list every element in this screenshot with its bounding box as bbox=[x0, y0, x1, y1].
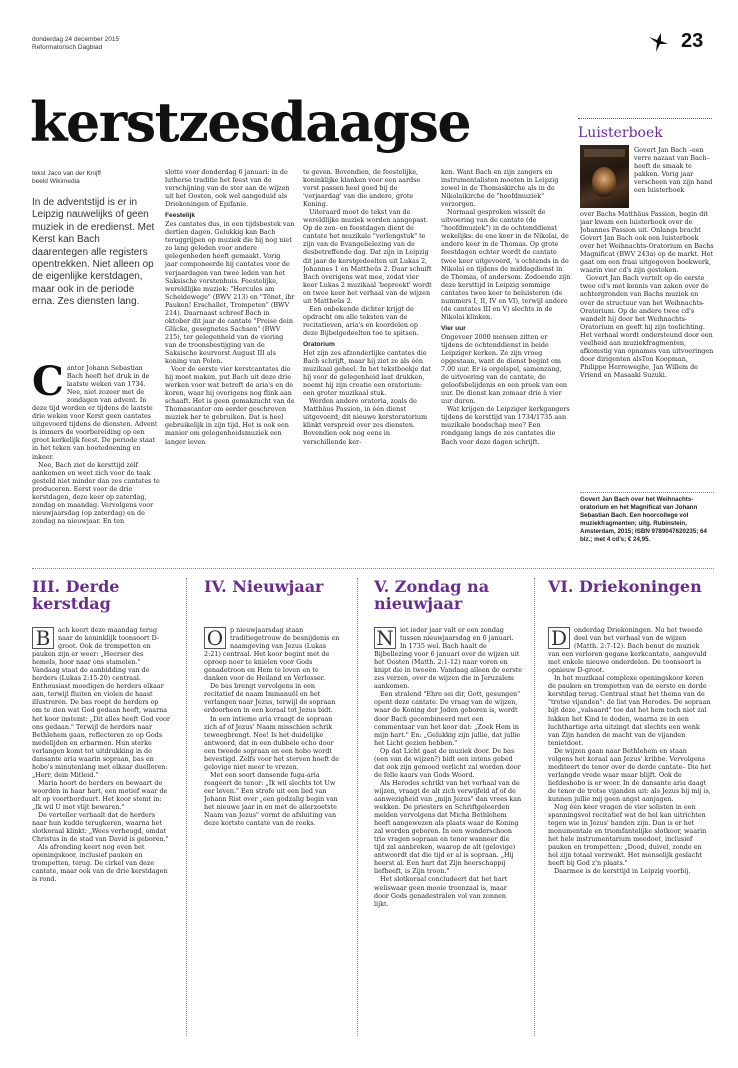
paragraph: onderdag Driekoningen. Nu het tweede deel van het verhaal van de wijzen (Matth. 2:7-12). Bach benut de muziek van een verloren gegane kerkcantate, aangevuld met enkele nieuwe onderdelen. De toonsoort is opnieuw D-groot. bbox=[548, 626, 707, 675]
paragraph: Werden andere oratoria, zoals de Matthäus Passion, in één dienst uitgevoerd, dit nieuwe kerstoratorium klinkt verspreid over zes diensten. Bovendien ook nog eens in verschillende ker- bbox=[303, 397, 428, 446]
article-column-3 bbox=[303, 168, 433, 564]
paragraph: over Bachs Matthäus Passion, begin dit jaar kwam een luisterboek over de Johannes Passion uit. Onlangs bracht Govert Jan Bach ook een luisterboek over het Weihnachts-Oratorium en Bachs Magnificat (BWV 243a) op de markt. Het gaat om een fraai uitgegeven boekwerk, waarin vier cd's zijn gestoken. bbox=[580, 210, 714, 275]
paragraph: De wijzen gaan naar Bethlehem en staan volgens het koraal aan Jezus' kribbe. Vervolgens mediteert de tenor over de derde cantate– Die het verlangde vrede waar maar blijft. Ook de liefdeshobo is er weer. In de dansante aria daagt de tenor de trotse vijanden uit: als Jezus bij mij is, kunnen jullie mij geen angst aanjagen. bbox=[548, 746, 712, 803]
paragraph: Het slotkoraal concludeert dat het hart weliswaar geen mooie troonzaal is, maar door Gods genadestralen vol van zonnen lijkt. bbox=[374, 875, 508, 908]
section-title-v: V. Zondag na nieuwjaar bbox=[374, 577, 490, 613]
paragraph: Nee, Bach ziet de kersttijd zélf aankomen en weet zich voor de taak gesteld niet minder dan zes cantates te produceren. Eerst voor de drie kerstdagen, deze keer op zaterdag, zondag en maandag. Vervolgens voor nieuwjaarsdag (op zaterdag) en de zondag na nieuwjaar. En ten bbox=[32, 460, 160, 525]
article-column-4 bbox=[441, 168, 571, 564]
drop-cap: C bbox=[32, 364, 64, 405]
drop-cap: D bbox=[548, 627, 570, 649]
paragraph: p nieuwjaarsdag staan traditiegetrouw de besnijdenis en naamgeving van Jezus (Lukas 2:21) centraal. Het koor begint met de oproep neer te knielen voor Gods genadetroon en Hem te loven en te danken voor de Heiland en Verlosser. bbox=[204, 626, 340, 683]
section-divider bbox=[32, 568, 714, 569]
album-cover-image bbox=[580, 145, 629, 208]
page-number: 23 bbox=[681, 30, 704, 52]
paragraph: ken. Want Bach en zijn zangers en instrumentalisten moeten in Leipzig zowel in de Thomaskirche als in de Nikolaikirche de "hoofdmuziek" verzorgen. bbox=[441, 168, 559, 209]
paragraph: Maria hoort de herders en bewaart de woorden in haar hart, een motief waar de alt op voortborduurt. Het koor stemt in: „Ik wil U met vlijt bewaren." bbox=[32, 778, 168, 812]
paragraph: Normaal gesproken wisselt de uitvoering van de cantate (de "hoofdmuziek") in de ochtenddienst wekelijks: de ene keer in de Nikolai, de andere keer in de Thomas. Op grote feestdagen echter wordt de cantate twee keer uitgevoerd, 's ochtends in de Nikolai en tijdens de middagdienst in de Thomas, of andersom. Zodoende zijn deze kersttijd in Leipzig sommige cantates twee keer te beluisteren (de nummers I, II, IV en VI), terwijl andere (de cantates III en V) slechts in de Nikolai klinken. bbox=[441, 208, 571, 321]
drop-cap: O bbox=[204, 627, 226, 649]
paragraph: te geven. Bovendien, de feestelijke, koninklijke klanken voor een aardse vorst passen heel goed bij de 'verjaardag' van die andere, grote Koning. bbox=[303, 168, 421, 209]
paragraph: In het muzikaal complexe openingskoor keren de pauken en trompetten van de eerste en derde kerstdag terug. Centraal staat het thema van de "trotse vijanden": de list van Herodes. De sopraan bijt deze „valsaard" toe dat het hem toch niet zal lukken het Kind te doden, waarna ze in een luchthartige aria uitzingt dat slechts een wenk van Zijn handen de macht van de vijanden tenietdoet. bbox=[548, 674, 711, 747]
paragraph: Zes cantates dus, in een tijdsbestek van dertien dagen. Gelukkig kan Bach teruggrijpen op muziek die hij nog niet zo lang geleden voor andere gelegenheden heeft gemaakt. Vorig jaar componeerde hij cantates voor de verjaardagen van twee leden van het Saksische vorstenhuis. Feestelijke, wereldlijke muziek: "Hercules am Scheidewege" (BWV 213) en "Tönet, ihr Pauken! Erschallet, Trompeten" (BWV 214). Daarnaast schreef Bach in oktober dit jaar de cantate "Preise dein Glücke, gesegnetes Sachsen" (BWV 215), ter gelegenheid van de viering van de troonsbestijging van de Saksische keurvorst August III als koning van Polen. bbox=[165, 220, 295, 366]
section-title-iv: IV. Nieuwjaar bbox=[204, 577, 324, 596]
cover-figure bbox=[592, 167, 616, 197]
sidebar-text-beside-cover bbox=[634, 146, 714, 206]
paragraph: Uiteraard moet de tekst van de wereldlijke muziek worden aangepast. Op de zon- en feestdagen dient de cantate het muzikale "verlengstuk" te zijn van de Evangelielezing van de desbetreffende dag. Dat zijn in Leipzig dit jaar de kerstgedeelten uit Lukas 2, Johannes 1 en Mattheüs 2. Daar schuift Bach overigens wat mee, zodat vier keer Lukas 2 muzikaal 'bepreekt' wordt en twee keer het verhaal van de wijzen uit Mattheüs 2. bbox=[303, 208, 432, 305]
column-divider bbox=[357, 578, 358, 1036]
paragraph: Op dat Licht gaat de muziek door. De bas (een van de wijzen?) bidt een intens gebed dat ook zijn gemoed verlicht zal worden door de felle kaars van Gods Woord. bbox=[374, 746, 521, 779]
paragraph: Govert Jan Bach vertelt op de eerste twee cd's met kennis van zaken over de achtergronden van Bachs muziek en over de structuur van het Weihnachts-Oratorium. Op de andere twee cd's wandelt hij door het Weihnachts-Oratorium en geeft hij zijn toelichting. Het verhaal wordt ondersteund door een veelheid aan muziekfragmenten, afkomstig van opnames van uitvoeringen door dirigenten alsTon Koopman, Philippe Herreweghe, Jan Willem de Vriend en Masaaki Suzuki. bbox=[580, 274, 714, 379]
section-body-v bbox=[374, 626, 522, 1032]
publication-date: donderdag 24 december 2015 bbox=[32, 36, 120, 43]
article-intro: In de adventstijd is er in Leipzig nauwelijks of geen muziek in de eredienst. Met Kerst kan Bach daarentegen alle registers opentrekken. Niet alleen op de eigenlijke kerstdagen, maar ook in de periode erna. Zes diensten lang. bbox=[32, 197, 155, 308]
subheading: Vier uur bbox=[441, 324, 466, 332]
sidebar-title: Luisterboek bbox=[578, 125, 663, 141]
column-divider bbox=[534, 578, 535, 1036]
paragraph: Voor de eerste vier kerstcantates die hij moet maken, put Bach uit deze drie werken voor wat betreft de aria's en de koren, waar hij overigens nog flink aan schaaft. Het is geen gemakzucht van de Thomascantor om eerder geschreven muziek her te gebruiken. Dat is heel gebruikelijk in zijn tijd. Het is ook een manier om gelegenheidsmuziek een langer leven bbox=[165, 365, 295, 446]
page-header-meta bbox=[32, 36, 119, 52]
paragraph: In een intieme aria vraagt de sopraan zich af of Jezus' Naam misschien schrik teweegbrengt. Nee! Is het duidelijke antwoord, dat in een dubbele echo door een tweede sopraan en een hobo wordt bevestigd. Zelfs voor het sterven hoeft de gelovige niet meer te vrezen. bbox=[204, 714, 340, 771]
section-body-vi bbox=[548, 626, 712, 1032]
paragraph: antor Johann Sebastian Bach heeft het druk in de laatste weken van 1734. Nee, niet zozeer met de zondagen van advent. In deze tijd worden er tijdens de laatste drie weken voor Kerst geen cantates uitgevoerd tijdens de diensten. Advent is immers de voorbereiding op een groot kerkelijk feest. De periode staat in het teken van boetedoening en inkeer. bbox=[32, 364, 158, 461]
sidebar-divider bbox=[580, 492, 714, 493]
paragraph: Het zijn zes afzonderlijke cantates die Bach schrijft, maar hij ziet ze als één muzikaal geheel. In het tekstboekje dat hij voor de gelegenheid laat drukken, noemt hij zijn creatie een oratorium: een groter muzikaal stuk. bbox=[303, 348, 431, 398]
book-info: Govert Jan Bach over het Weihnachts-oratorium en het Magnificat van Johann Sebastian Bach. Een hoorcollege vol muziekfragmenten; uitg. Rubinstein, Amsterdam, 2015; ISBN 9789047620235; 64 blz.; met 4 cd's; € 24,95. bbox=[580, 496, 707, 543]
paragraph: iet ieder jaar valt er een zondag tussen nieuwjaarsdag en 6 januari. In 1735 wel. Bach haalt de Bijbellezing voor 6 januari over de wijzen uit het Oosten (Matth. 2:1-12) naar voren en knipt die in tweeën. Vandaag alleen de eerste zes verzen, over de wijzen die in Jeruzalem aankomen. bbox=[374, 626, 522, 691]
section-body-iv bbox=[204, 626, 342, 1032]
publication-name: Reformatorisch Dagblad bbox=[32, 44, 103, 51]
sidebar-body bbox=[580, 210, 714, 490]
paragraph: ach keert deze maandag terug naar de koninklijk toonsoort D-groot. Ook de trompetten en pauken zijn er weer: „Heerser des hemels, hoor naar ons stamelen." Vandaag staat de aanbidding van de herders (Lukas 2:15-20) centraal. Enthousiast moedigen de herders elkaar aan, terwijl fluiten en violen de haast illustreren. De bas roept de herders op om te zien wat God gedaan heeft, waarna het koor instemt: „Dit alles heeft God voor ons gedaan." Terwijl de herders naar Bethlehem gaan, reflecteren ze op Gods medelijden en erbarmen. Hun sterke verlangen komt tot uitdrukking in de dansante aria waarin sopraan, bas en hobo's minutenlang met elkaar duelleren: „Herr, dein Mitleid." bbox=[32, 626, 170, 779]
column-divider bbox=[186, 578, 187, 1036]
article-column-1 bbox=[32, 364, 160, 564]
article-credits bbox=[32, 170, 101, 186]
paragraph: Met een soort dansende fuga-aria reageert de tenor: „Ik wil slechts tot Uw eer leven." Een strofe uit een lied van Johann Rist over „een godzalig begin van het nieuwe jaar in en met de allerzoetste Naam van Jezus" vormt de afsluiting van deze kortste cantate van de reeks. bbox=[204, 770, 338, 828]
section-title-iii: III. Derde kerstdag bbox=[32, 577, 120, 613]
cover-title-band bbox=[584, 149, 625, 157]
drop-cap: B bbox=[32, 627, 54, 649]
paragraph: Wat krijgen de Leipziger kerkgangers tijdens de kersttijd van 1734/1735 aan muzikale boodschap mee? Een rondgang langs de zes cantates die Bach voor deze dagen schrijft. bbox=[441, 405, 570, 446]
paragraph: Als Herodes schrikt van het verhaal van de wijzen, vraagt de alt zich verwijfeld af of de aanwezigheid van „mijn Jezus" dan vrees kan wekken. De priesters en Schriftgeleerden melden vervolgens dat Micha Bethlehem heeft aangewezen als plaats waar de Koning zal worden geboren. In een wonderschoon trio vragen sopraan en tenor wanneer die tijd zal aanbreken, waarop de alt (gelovige) antwoordt dat die tijd er al is sopraan. „Hij heerst al. Een hart dat Zijn heerschappij liefheeft, is Zijn troon." bbox=[374, 778, 522, 876]
paragraph: Nog één keer vragen de vier solisten in een spanningsvol recitatief wat de hel kan uitrichten tegen wie in Jezus' handen zijn. Dan is er het monumentale en triomfantelijke slotkoor, waarin het hele instrumentarium meedoet, inclusief pauken en trompetten: „Dood, duivel, zonde en hel zijn totaal verzwakt. Het menselijk geslacht heeft bij God z'n plaats." bbox=[548, 803, 707, 868]
subheading: Oratorium bbox=[303, 340, 335, 348]
article-column-2 bbox=[165, 168, 295, 564]
paragraph: slotte voor donderdag 6 januari: in de lutherse traditie het feest van de verschijning van de ster aan de wijzen uit het Oosten, ook wel aangeduid als Driekoningen of Epifanie. bbox=[165, 168, 290, 209]
paragraph: Govert Jan Bach –een verre nazaat van Bach– heeft de smaak te pakken. Vorig jaar verscheen van zijn hand een luisterboek bbox=[634, 146, 713, 195]
paragraph: Een stralend "Ehre sei dir, Gott, gesungen" opent deze cantate. De vraag van de wijzen, waar de Koning der Joden geboren is, wordt door Bach gecombineerd met een commentaar van het koor dat: „Zoek Hem in mijn hart." En: „Gelukkig zijn jullie, dat jullie het Licht gezien hebben." bbox=[374, 690, 521, 747]
paragraph: Een onbekende dichter krijgt de opdracht om alle teksten van de recitatieven, aria's en koordelen op deze Bijbelgedeelten toe te spitsen. bbox=[303, 304, 419, 337]
image-credit: beeld Wikimedia bbox=[32, 178, 80, 185]
star-logo-icon bbox=[647, 31, 669, 53]
paragraph: Daarmee is de kersttijd in Leipzig voorbij. bbox=[554, 867, 691, 876]
subheading: Feestelijk bbox=[165, 212, 196, 220]
paragraph: Als afronding keert nog even het openingskoor, inclusief pauken en trompetten, terug. De cirkel van deze cantate, maar ook van de drie kerstdagen is rond. bbox=[32, 843, 168, 884]
drop-cap: N bbox=[374, 627, 396, 649]
paragraph: De bas brengt vervolgens in een recitatief de naam Immanuël en het verlangen naar Jezus, terwijl de sopraan erdoorheen in een koraal tot Jezus bidt. bbox=[204, 682, 336, 715]
section-title-vi: VI. Driekoningen bbox=[548, 577, 702, 596]
sidebar-rule bbox=[578, 118, 712, 119]
article-title: kerstzesdaagse bbox=[30, 90, 471, 154]
section-body-iii bbox=[32, 626, 170, 1032]
paragraph: Ongeveer 2000 mensen zitten er tijdens de ochtenddienst in beide Leipziger kerken. Ze zijn vroeg opgestaan, want de dienst begint om 7.00 uur. Er is orgelspel, samenzang, de uitvoering van de cantate, de geloofsbelijdenis en een preek van een uur. De dienst kan zomaar drie à vier uur duren. bbox=[441, 332, 568, 406]
paragraph: De verteller verhaalt dat de herders naar hun kudde terugkeren, waarna het slotkoraal klinkt: „Wees verheugd, omdat Christus in de stad van David is geboren." bbox=[32, 811, 169, 844]
sidebar-luisterboek bbox=[578, 118, 712, 145]
text-credit: tekst Jaco van der Knijff bbox=[32, 170, 101, 177]
